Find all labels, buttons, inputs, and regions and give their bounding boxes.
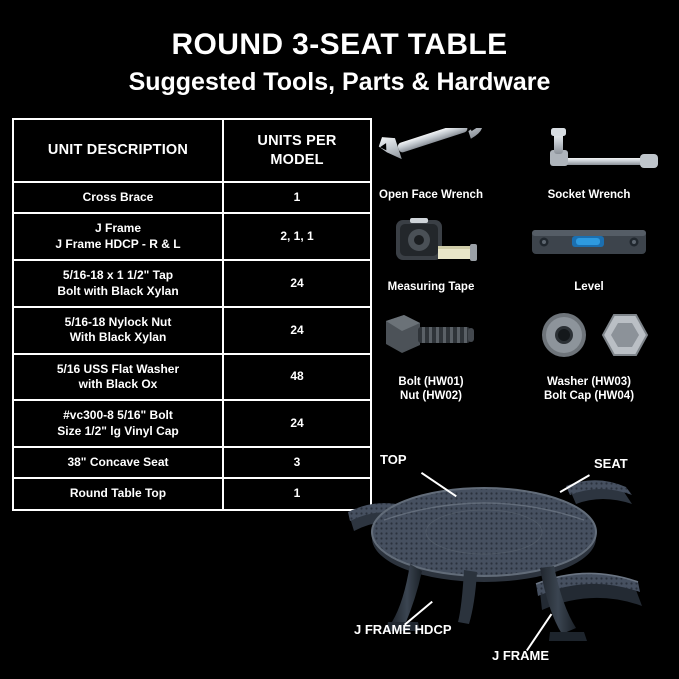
tool-label: Open Face Wrench bbox=[379, 189, 483, 201]
cell-description: 38" Concave Seat bbox=[13, 447, 223, 478]
cell-description: J Frame J Frame HDCP - R & L bbox=[13, 213, 223, 260]
cell-units: 2, 1, 1 bbox=[223, 213, 371, 260]
measuring-tape-icon bbox=[352, 216, 510, 278]
cell-description: 5/16-18 x 1 1/2" Tap Bolt with Black Xylan bbox=[13, 260, 223, 307]
tool-measuring-tape bbox=[352, 216, 510, 294]
product-illustration bbox=[344, 446, 674, 670]
socket-wrench-icon bbox=[510, 128, 668, 186]
table-row bbox=[13, 260, 371, 307]
bolt-nut-icon bbox=[352, 311, 510, 373]
tool-label: Bolt (HW01) Nut (HW02) bbox=[398, 375, 464, 403]
column-header-description: UNIT DESCRIPTION bbox=[13, 119, 223, 182]
table-row bbox=[13, 213, 371, 260]
page-title: ROUND 3-SEAT TABLE bbox=[171, 28, 508, 61]
callout-j-frame: J FRAME bbox=[492, 648, 550, 663]
table-row bbox=[13, 182, 371, 213]
cell-description: 5/16-18 Nylock Nut With Black Xylan bbox=[13, 307, 223, 354]
tools-row bbox=[352, 216, 668, 294]
callout-seat: SEAT bbox=[594, 456, 628, 471]
tool-washer-bolt-cap bbox=[510, 311, 668, 404]
tool-label: Socket Wrench bbox=[547, 189, 631, 201]
cell-description: #vc300-8 5/16" Bolt Size 1/2" lg Vinyl Cap bbox=[13, 400, 223, 447]
column-header-units: UNITS PER MODEL bbox=[223, 119, 371, 182]
parts-table bbox=[12, 118, 372, 511]
table-header-row bbox=[13, 119, 371, 182]
cell-description: 5/16 USS Flat Washer with Black Ox bbox=[13, 354, 223, 401]
tools-grid bbox=[352, 128, 668, 404]
tool-label: Level bbox=[574, 281, 604, 294]
open-face-wrench-icon bbox=[352, 128, 510, 186]
tools-row bbox=[352, 311, 668, 404]
tool-bolt-nut bbox=[352, 311, 510, 404]
washer-bolt-cap-icon bbox=[510, 311, 668, 373]
level-icon bbox=[510, 216, 668, 278]
tool-level bbox=[510, 216, 668, 294]
page-subtitle: Suggested Tools, Parts & Hardware bbox=[128, 68, 551, 96]
cell-description: Round Table Top bbox=[13, 478, 223, 509]
callout-j-frame-hdcp: J FRAME HDCP bbox=[354, 622, 452, 637]
cell-units: 1 bbox=[223, 182, 371, 213]
cell-units: 24 bbox=[223, 307, 371, 354]
cell-units: 24 bbox=[223, 260, 371, 307]
cell-description: Cross Brace bbox=[13, 182, 223, 213]
cell-units: 1 bbox=[223, 478, 371, 509]
table-row bbox=[13, 307, 371, 354]
table-row bbox=[13, 400, 371, 447]
tool-label: Measuring Tape bbox=[387, 281, 475, 294]
table-row bbox=[13, 478, 371, 509]
callout-top: TOP bbox=[380, 452, 407, 467]
tool-open-face-wrench bbox=[352, 128, 510, 202]
tool-socket-wrench bbox=[510, 128, 668, 202]
cell-units: 24 bbox=[223, 400, 371, 447]
tools-row bbox=[352, 128, 668, 202]
table-row bbox=[13, 447, 371, 478]
tool-label: Washer (HW03) Bolt Cap (HW04) bbox=[543, 375, 635, 403]
cell-units: 3 bbox=[223, 447, 371, 478]
title-block bbox=[0, 28, 679, 97]
cell-units: 48 bbox=[223, 354, 371, 401]
table-row bbox=[13, 354, 371, 401]
